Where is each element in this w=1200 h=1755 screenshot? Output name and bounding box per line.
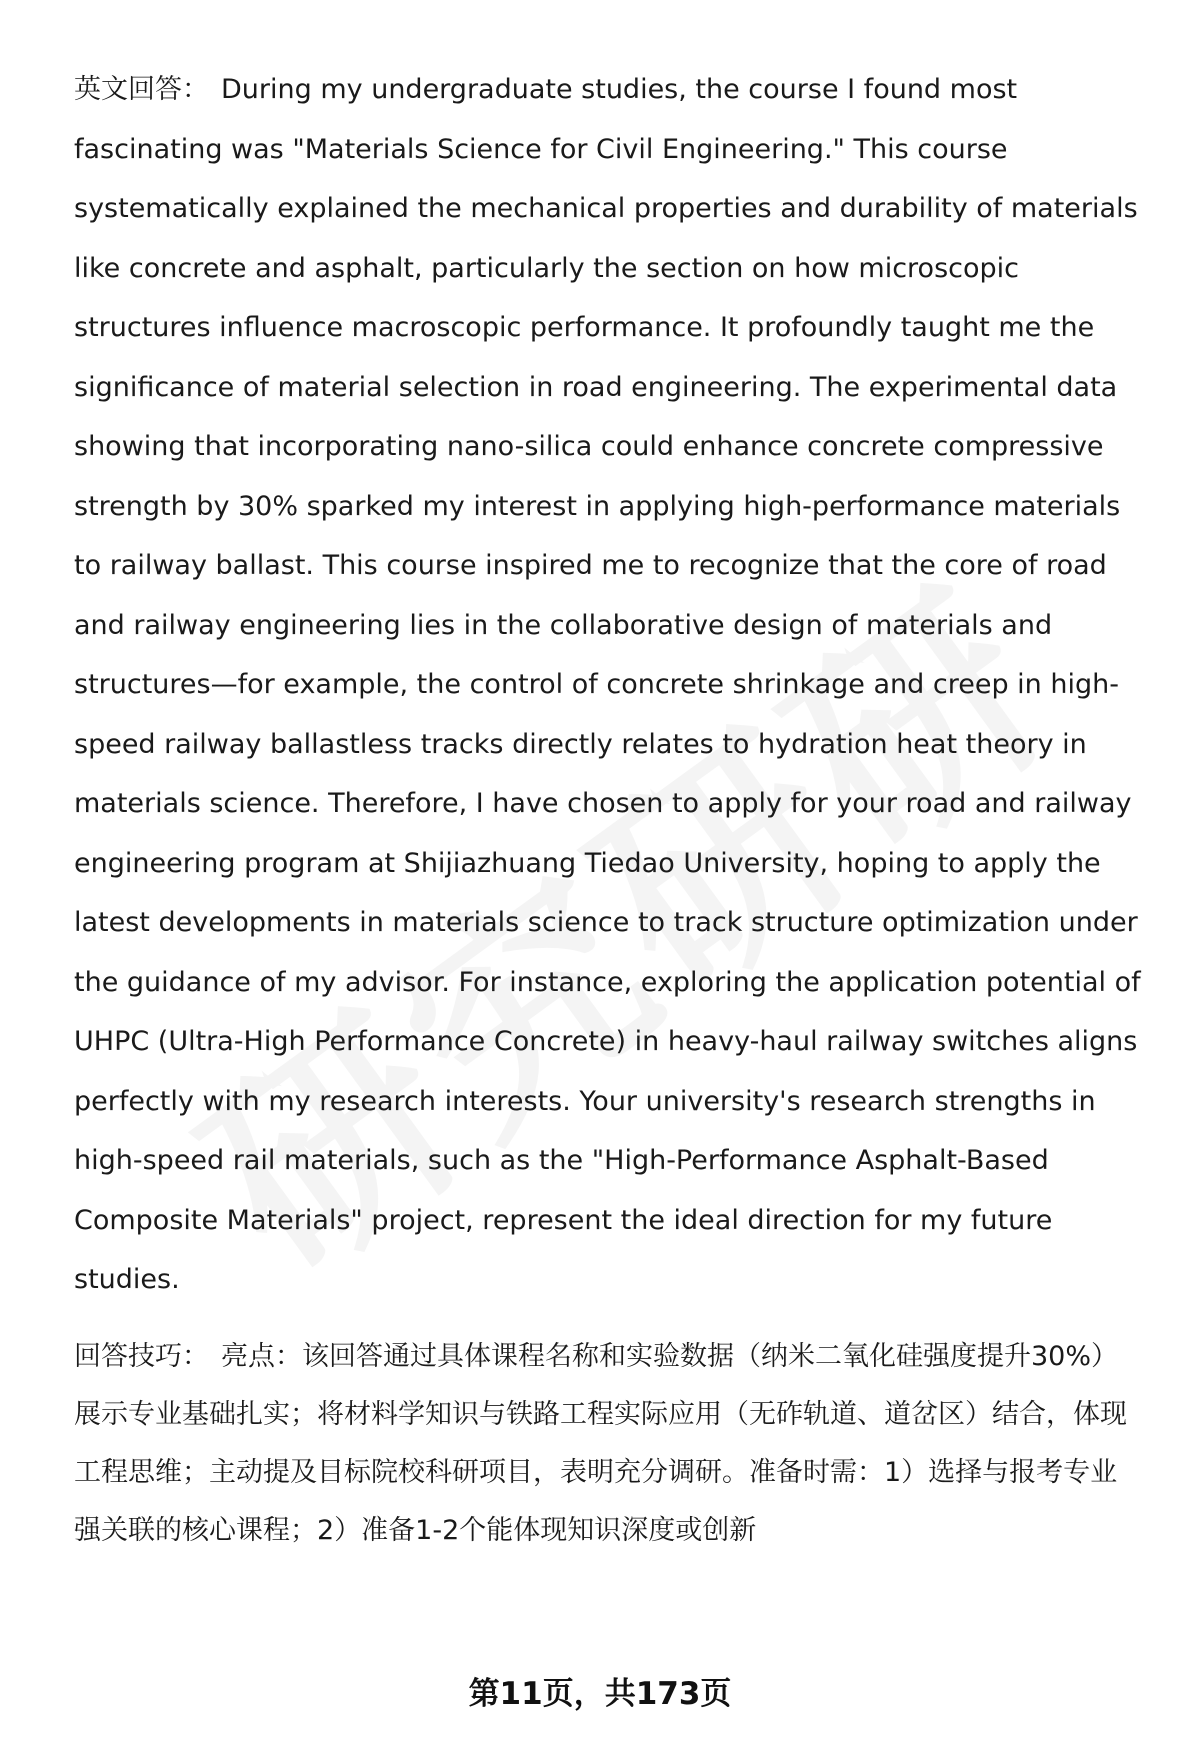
english-answer-paragraph xyxy=(74,60,1144,1310)
answer-tips-paragraph xyxy=(74,1328,1144,1560)
document-page xyxy=(74,60,1144,1560)
answer-tips-text: 亮点：该回答通过具体课程名称和实验数据（纳米二氧化硅强度提升30%）展示专业基础扎实；将材料学知识与铁路工程实际应用（无砟轨道、道岔区）结合，体现工程思维；主动提及目标院校科研项目，表明充分调研。准备时需：1）选择与报考专业强关联的核心课程；2）准备1-2个能体现知识深度或创新 xyxy=(74,1340,1127,1546)
english-answer-text: During my undergraduate studies, the course I found most fascinating was "Materials Science for Civil Engineering." This course systematically explained the mechanical properties and durability of materials like concrete and asphalt, particularly the section on how microscopic structures influence macroscopic performance. It profoundly taught me the significance of material selection in road engineering. The experimental data showing that incorporating nano-silica could enhance concrete compressive strength by 30% sparked my interest in applying high-performance materials to railway ballast. This course inspired me to recognize that the core of road and railway engineering lies in the collaborative design of materials and structures—for example, the control of concrete shrinkage and creep in high-speed railway ballastless tracks directly relates to hydration heat theory in materials science. Therefore, I have chosen to apply for your road and railway engineering program at Shijiazhuang Tiedao University, hoping to apply the latest developments in materials science to track structure optimization under the guidance of my advisor. For instance, exploring the application potential of UHPC (Ultra-High Performance Concrete) in heavy-haul railway switches aligns perfectly with my research interests. Your university's research strengths in high-speed rail materials, such as the "High-Performance Asphalt-Based Composite Materials" project, represent the ideal direction for my future studies. xyxy=(74,74,1141,1295)
page-number: 第11页，共173页 xyxy=(468,1676,732,1712)
answer-tips-label: 回答技巧： xyxy=(74,1340,209,1372)
english-answer-label: 英文回答： xyxy=(74,74,209,105)
